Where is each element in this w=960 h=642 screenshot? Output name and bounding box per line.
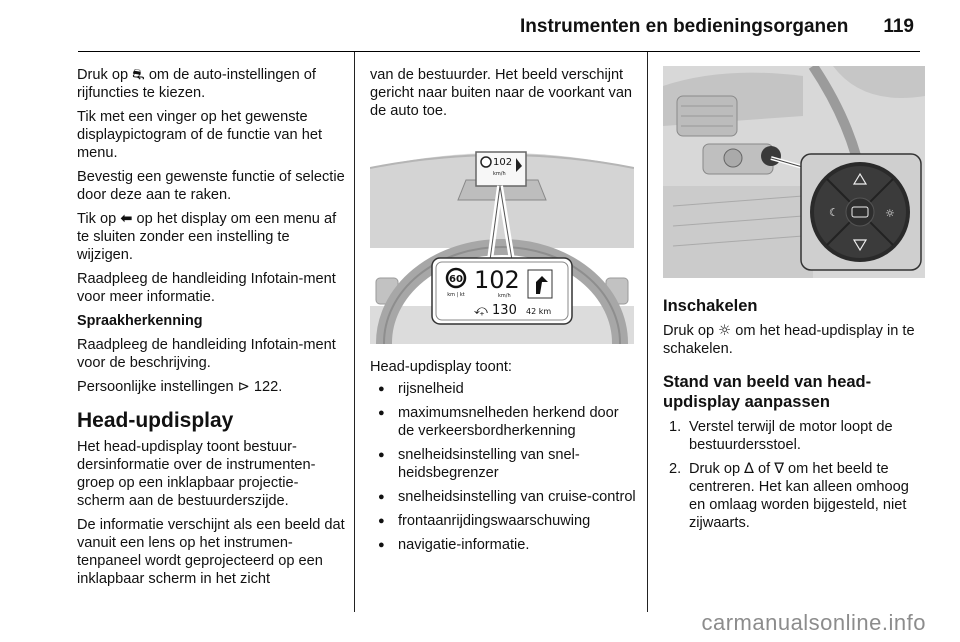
column-2 xyxy=(370,66,636,560)
switch-on-text: Druk op ☼ om het head-updisplay in te schakelen. xyxy=(663,322,915,357)
adjust-steps xyxy=(663,418,927,532)
list-item: ● snelheidsinstelling van snel-heidsbegrenzer xyxy=(370,446,636,482)
continuation-text: van de bestuurder. Het beeld verschijnt gericht naar buiten naar de voorkant van de auto toe. xyxy=(370,67,633,119)
paragraph-tap-icon: Tik met een vinger op het gewenste displaypictogram of de functie van het menu. xyxy=(77,109,322,161)
hud-speed: 102 xyxy=(474,266,520,294)
back-arrow-icon: ⬅ xyxy=(120,210,133,227)
up-triangle-icon: ∆ xyxy=(744,460,754,477)
page-number: 119 xyxy=(883,16,914,37)
hud-paragraph-2: De informatie verschijnt als een beeld dat vanuit een lens op het instrumen-tenpaneel wordt geprojecteerd op een inklapbaar scherm in het zicht xyxy=(77,517,345,587)
hud-speed-limit: 60 xyxy=(449,274,463,285)
list-item: 2. Druk op ∆ of ∇ om het beeld te centreren. Het kan alleen omhoog en omlaag worden bijgesteld, niet zijwaarts. xyxy=(669,460,909,531)
car-settings-icon: ⛐ xyxy=(132,66,145,83)
column-divider-1 xyxy=(354,52,355,612)
column-divider-2 xyxy=(647,52,648,612)
hud-cruise-speed: ⤽ 130 xyxy=(474,303,517,318)
header-divider xyxy=(78,51,920,52)
paragraph-infotainment: Raadpleeg de handleiding Infotain-ment voor meer informatie. xyxy=(77,271,336,305)
personal-settings-ref: Persoonlijke instellingen ⊳ 122. xyxy=(77,378,283,395)
paragraph-confirm: Bevestig een gewenste functie of selectie door deze aan te raken. xyxy=(77,169,345,203)
column-1 xyxy=(77,66,345,594)
hud-small-unit: km/h xyxy=(493,171,506,177)
hud-speed-limit-unit: km | kt xyxy=(447,292,465,298)
hud-small-speed: 102 xyxy=(493,157,513,168)
page-header-title: Instrumenten en bedieningsorganen xyxy=(520,16,849,37)
section-heading-hud: Head-updisplay xyxy=(77,409,234,432)
heading-adjust-position: Stand van beeld van head-updisplay aanpassen xyxy=(663,373,872,411)
down-triangle-icon: ∇ xyxy=(774,460,784,477)
list-item: ● navigatie-informatie. xyxy=(370,536,636,554)
sun-brightness-icon: ☼ xyxy=(718,322,732,339)
paragraph-car-settings: Druk op ⛐ om de auto-instellingen of rijfuncties te kiezen. xyxy=(77,66,316,101)
watermark-footer: carmanualsonline.info xyxy=(701,610,926,635)
svg-text:☾: ☾ xyxy=(829,206,839,219)
hud-speed-unit: km/h xyxy=(498,293,511,299)
hud-paragraph-1: Het head-updisplay toont bestuur-dersinformatie over de instrumenten-groep op een inklapbaar projectie-scherm aan de bestuurderszijde. xyxy=(77,439,316,509)
voice-text: Raadpleeg de handleiding Infotain-ment voor de beschrijving. xyxy=(77,337,336,371)
hud-shows-label: Head-updisplay toont: xyxy=(370,359,512,375)
voice-heading: Spraakherkenning xyxy=(77,313,203,329)
list-item: 1. Verstel terwijl de motor loopt de bestuurdersstoel. xyxy=(669,419,893,453)
list-item: ● frontaanrijdingswaarschuwing xyxy=(370,512,636,530)
page-reference-icon: ⊳ xyxy=(237,378,250,395)
list-item: ● maximumsnelheden herkend door de verkeersbordherkenning xyxy=(370,404,636,440)
hud-info-list xyxy=(370,380,636,554)
control-panel-illustration xyxy=(663,66,925,278)
list-item: ● rijsnelheid xyxy=(370,380,636,398)
hud-illustration xyxy=(370,128,634,344)
list-item: ● snelheidsinstelling van cruise-control xyxy=(370,488,636,506)
heading-switch-on: Inschakelen xyxy=(663,297,758,315)
column-3 xyxy=(663,66,927,538)
paragraph-back: Tik op ⬅ op het display om een menu af te sluiten zonder een instelling te wijzigen. xyxy=(77,210,337,263)
svg-text:☼: ☼ xyxy=(885,207,895,220)
hud-nav-distance: 42 km xyxy=(526,307,552,316)
